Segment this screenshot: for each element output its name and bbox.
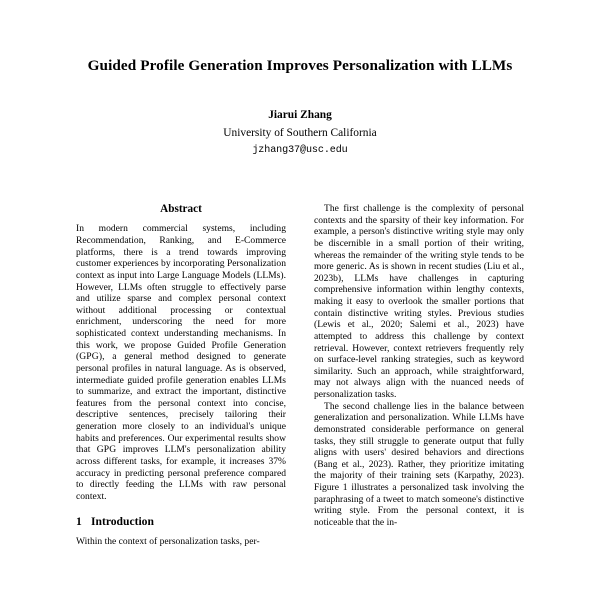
author-block [0,107,600,159]
section-title: Introduction [91,515,154,529]
section-number: 1 [76,515,82,529]
right-column [314,203,524,600]
page-title: Guided Profile Generation Improves Personalization with LLMs [87,57,513,74]
two-column-body [0,203,600,600]
abstract-heading: Abstract [160,203,202,215]
abstract-paragraph: In modern commercial systems, including Recommendation, Ranking, and E-Commerce platforms, there is a trend towards improving customer experiences by incorporating Personalization context as input into Large Language Models (LLMs). However, LLMs often struggle to effectively parse and utilize sparse and complex personal context without additional processing or contextual enrichment, underscoring the need for more sophisticated context understanding mechanisms. In this work, we propose Guided Profile Generation (GPG), a general method designed to generate personal profiles in natural language. As is observed, intermediate guided profile generation enables LLMs to summarize, and extract the important, distinctive features from the personal context into concise, descriptive sentences, precisely tailoring their generation more closely to an individual's unique habits and preferences. Our experimental results show that GPG improves LLM's personalization ability across different tasks, for example, it increases 37% accuracy in predicting personal preference compared to directly feeding the LLMs with raw personal context. [76,223,286,502]
author-email[interactable]: jzhang37@usc.edu [252,145,348,157]
left-column [76,203,286,600]
section-heading-introduction [76,515,286,529]
introduction-paragraph: Within the context of personalization tasks, per- [76,535,260,547]
acronym-gpg: GPG [96,444,117,456]
title-block [0,0,600,159]
acronym-gpg: GPG [79,351,99,363]
author-affiliation: University of Southern California [223,127,377,140]
right-column-paragraph-1: The first challenge is the complexity of personal contexts and the sparsity of their key information. For example, a person's distinctive writing style may only be discernible in a small portion of their writing, whereas the remainder of the writing style tends to be more generic. As is shown in recent studies (Liu et al., 2023b), LLMs have challenges in capturing comprehensive information within lengthy contexts, making it easy to overlook the smaller portions that contain distinctive writing styles. Previous studies (Lewis et al., 2020; Salemi et al., 2023) have attempted to address this challenge by context retrieval. However, context retrievers frequently rely on surface-level ranking strategies, such as keyword similarity. Such an approach, while straightforward, may not always align with the nuanced needs of personalization tasks. [314,203,524,400]
author-name: Jiarui Zhang [268,109,332,121]
right-column-paragraph-2: The second challenge lies in the balance between generalization and personalization. While LLMs have demonstrated considerable performance on general tasks, they still struggle to generate output that fully aligns with users' desired behaviors and directions (Bang et al., 2023). Rather, they prioritize imitating the majority of their training sets (Karpathy, 2023). Figure 1 illustrates a personalized task involving the paraphrasing of a tweet to match someone's distinctive writing style. From the personal context, it is noticeable that the in- [314,400,524,528]
